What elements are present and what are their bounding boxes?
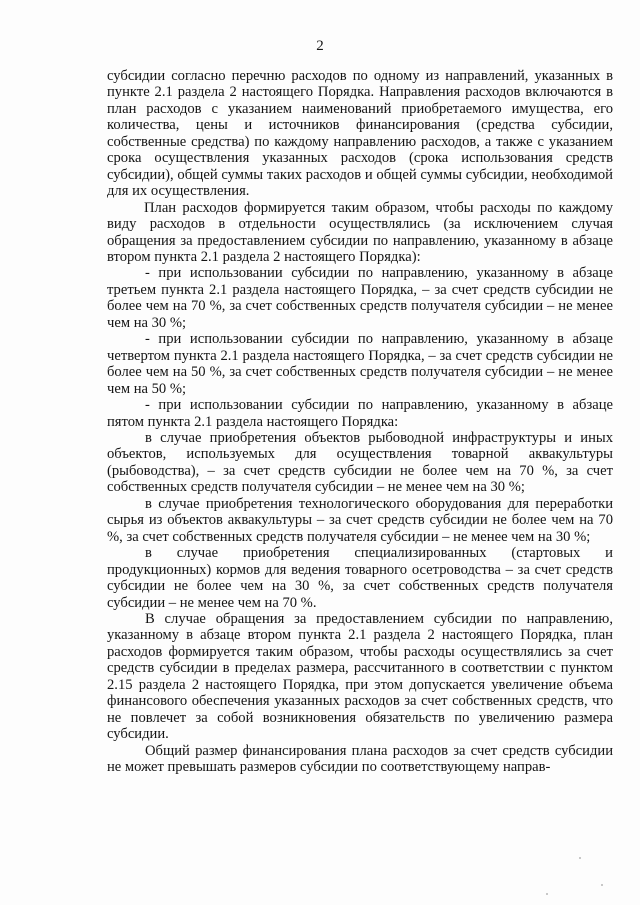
paragraph-item-third: - при использовании субсидии по направлению, указанному в абзаце третьем пункта 2.1 раздела настоящего Порядка, – за счет средств субсидии не более чем на 70 %, за счет собственных средств получателя субсидии – не менее чем на 30 %; [107, 265, 613, 331]
scan-speck [546, 893, 548, 895]
paragraph-case-feed: в случае приобретения специализированных (стартовых и продукционных) кормов для ведения товарного осетроводства – за счет средств субсидии не более чем на 30 %, за счет собственных средств получателя субсидии – не менее чем на 70 %. [107, 545, 613, 611]
paragraph-case-equipment: в случае приобретения технологического оборудования для переработки сырья из объектов аквакультуры – за счет средств субсидии не более чем на 70 %, за счет собственных средств получателя субсидии – не менее чем на 30 %; [107, 495, 613, 545]
scan-speck [579, 857, 581, 859]
page-number: 2 [316, 38, 324, 54]
paragraph-plan-formation: План расходов формируется таким образом, чтобы расходы по каждому виду расходов в отдельности осуществлялись (за исключением случая обращения за предоставлением субсидии по направлению, указанному в абзаце втором пункта 2.1 раздела 2 настоящего Порядка): [107, 199, 613, 265]
paragraph-total-funding: Общий размер финансирования плана расходов за счет средств субсидии не может превышать размеров субсидии по соответствующему направ- [107, 742, 613, 776]
paragraph-plan-directions: субсидии согласно перечню расходов по одному из направлений, указанных в пункте 2.1 раздела 2 настоящего Порядка. Направления расходов включаются в план расходов с указанием наименований приобретаемого имущества, его количества, цены и источников финансирования (средства субсидии, собственные средства) по каждому направлению расходов, а также с указанием срока осуществления указанных расходов (срока использования средств субсидии), общей суммы таких расходов и общей суммы субсидии, необходимой для их осуществления. [107, 68, 613, 200]
paragraph-item-fourth: - при использовании субсидии по направлению, указанному в абзаце четвертом пункта 2.1 раздела настоящего Порядка, – за счет средств субсидии не более чем на 50 %, за счет собственных средств получателя субсидии – не менее чем на 50 %; [107, 331, 613, 397]
paragraph-case-infrastructure: в случае приобретения объектов рыбоводной инфраструктуры и иных объектов, используемых для осуществления товарной аквакультуры (рыбоводства), – за счет средств субсидии не более чем на 70 %, за счет собственных средств получателя субсидии – не менее чем на 30 %; [107, 429, 613, 496]
document-body [107, 68, 613, 775]
paragraph-item-fifth: - при использовании субсидии по направлению, указанному в абзаце пятом пункта 2.1 раздела настоящего Порядка: [107, 397, 613, 430]
scan-speck [601, 884, 603, 886]
paragraph-second-direction: В случае обращения за предоставлением субсидии по направлению, указанному в абзаце втором пункта 2.1 раздела 2 настоящего Порядка, план расходов формируется таким образом, чтобы расходы осуществлялись за счет средств субсидии в пределах размера, рассчитанного в соответствии с пунктом 2.15 раздела 2 настоящего Порядка, при этом допускается увеличение объема финансового обеспечения указанных расходов за счет собственных средств, что не повлечет за собой возникновения обязательств по увеличению размера субсидии. [107, 610, 613, 743]
